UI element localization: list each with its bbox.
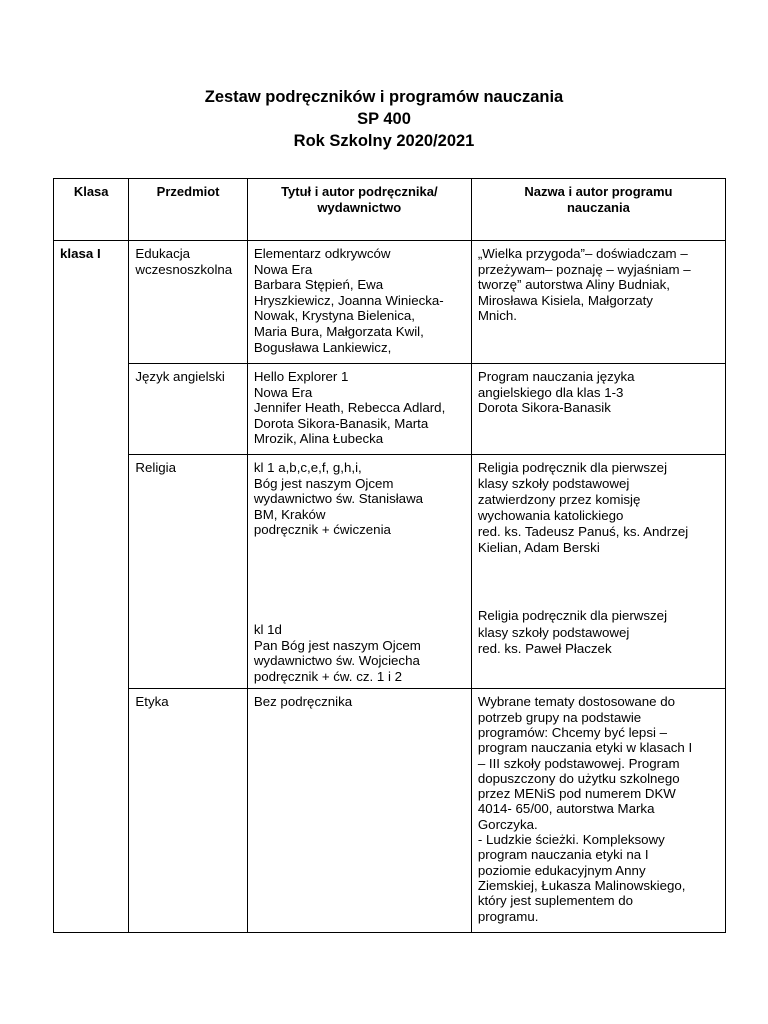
przedmiot-cell [129, 455, 247, 689]
text-line: klasy szkoły podstawowej [477, 624, 630, 640]
header-tytul [247, 179, 471, 241]
text-line: - Ludzkie ścieżki. Kompleksowy [477, 832, 665, 848]
text-line: program nauczania etyki w klasach I [477, 740, 693, 756]
tytul-cell [247, 241, 471, 364]
title-line-2: SP 400 [357, 110, 411, 128]
text-line: red. ks. Paweł Płaczek [477, 641, 612, 656]
spacer [254, 538, 465, 622]
header-przedmiot: Przedmiot [129, 179, 247, 241]
text-line: Gorczyka. [477, 816, 538, 832]
header-klasa: Klasa [54, 179, 129, 241]
tytul-religia-b [254, 622, 465, 684]
header-nazwa-line: Nazwa i autor programu [524, 184, 673, 199]
text-line: Dorota Sikora-Banasik, Marta [253, 415, 429, 431]
table-row-angielski [54, 364, 726, 455]
program-cell [471, 689, 725, 933]
text-line: potrzeb grupy na podstawie [477, 709, 642, 725]
table-header-row [54, 179, 726, 241]
text-line: Jennifer Heath, Rebecca Adlard, [253, 400, 446, 416]
text-line: kl 1d [253, 621, 282, 637]
title-line-1: Zestaw podręczników i programów nauczania [204, 88, 564, 106]
text-line: Mirosława Kisiela, Małgorzaty [477, 292, 653, 308]
text-line: kl 1 a,b,c,e,f, g,h,i, [253, 460, 362, 475]
text-line: klasy szkoły podstawowej [477, 476, 630, 491]
tytul-cell [247, 455, 471, 689]
text-line: Bóg jest naszym Ojcem [253, 475, 394, 491]
text-line: BM, Kraków [253, 506, 326, 522]
table-row-religia [54, 455, 726, 689]
text-line: Program nauczania języka [477, 369, 635, 384]
text-line: Bez podręcznika [253, 694, 353, 710]
spacer [478, 556, 719, 608]
text-line: programu. [477, 908, 539, 924]
text-line: Religia podręcznik dla pierwszej [477, 460, 668, 475]
text-line: który jest suplementem do [477, 893, 634, 909]
text-line: wychowania katolickiego [477, 508, 624, 523]
text-line: podręcznik + ćw. cz. 1 i 2 [253, 668, 403, 684]
text-line: przez MENiS pod numerem DKW [477, 786, 676, 802]
textbook-table [53, 178, 726, 933]
text-line: Religia [135, 460, 177, 475]
text-line: „Wielka przygoda”– doświadczam – [477, 246, 688, 261]
text-line: wydawnictwo św. Stanisława [253, 491, 424, 507]
tytul-cell [247, 689, 471, 933]
text-line: zatwierdzony przez komisję [477, 492, 641, 507]
text-line: 4014- 65/00, autorstwa Marka [477, 801, 655, 817]
text-line: przeżywam– poznaję – wyjaśniam – [477, 261, 691, 277]
text-line: – III szkoły podstawowej. Program [477, 755, 680, 771]
program-cell [471, 241, 725, 364]
tytul-cell [247, 364, 471, 455]
text-line: Dorota Sikora-Banasik [477, 400, 611, 416]
text-line: Nowa Era [253, 384, 313, 400]
text-line: Nowak, Krystyna Bielenica, [253, 308, 415, 324]
text-line: red. ks. Tadeusz Panuś, ks. Andrzej [477, 524, 689, 539]
program-cell [471, 455, 725, 689]
text-line: dopuszczony do użytku szkolnego [477, 770, 680, 786]
table-row-etyka [54, 689, 726, 933]
przedmiot-cell [129, 364, 247, 455]
text-line: Pan Bóg jest naszym Ojcem [253, 637, 421, 653]
header-tytul-line: Tytuł i autor podręcznika/ [281, 184, 438, 199]
program-cell [471, 364, 725, 455]
text-line: tworzę” autorstwa Aliny Budniak, [477, 277, 670, 293]
text-line: Religia podręcznik dla pierwszej [477, 608, 668, 623]
document-title [0, 86, 768, 152]
header-tytul-line: wydawnictwo [317, 200, 402, 215]
przedmiot-cell [129, 689, 247, 933]
text-line: Wybrane tematy dostosowane do [477, 694, 676, 710]
table-row-edukacja [54, 241, 726, 364]
przedmiot-cell [129, 241, 247, 364]
text-line: Hello Explorer 1 [253, 369, 349, 384]
text-line: Barbara Stępień, Ewa [253, 277, 384, 293]
text-line: programów: Chcemy być lepsi – [477, 724, 668, 740]
text-line: Mnich. [477, 308, 517, 324]
text-line: podręcznik + ćwiczenia [253, 522, 391, 538]
title-line-3: Rok Szkolny 2020/2021 [293, 132, 475, 150]
text-line: Nowa Era [253, 261, 313, 277]
text-line: Edukacja [135, 246, 191, 261]
program-religia-a [478, 460, 719, 556]
text-line: Język angielski [135, 369, 225, 384]
text-line: Mrozik, Alina Łubecka [253, 431, 384, 447]
header-nazwa [471, 179, 725, 241]
text-line: Etyka [135, 694, 169, 710]
klasa-cell: klasa I [54, 241, 129, 933]
text-line: angielskiego dla klas 1-3 [477, 384, 624, 400]
text-line: Bogusława Lankiewicz, [253, 339, 392, 355]
text-line: wydawnictwo św. Wojciecha [253, 653, 420, 669]
tytul-religia-a [254, 460, 465, 538]
text-line: poziomie edukacyjnym Anny [477, 862, 646, 878]
program-religia-b [478, 608, 719, 658]
text-line: Kielian, Adam Berski [477, 540, 600, 555]
text-line: wczesnoszkolna [135, 261, 233, 277]
text-line: Maria Bura, Małgorzata Kwil, [253, 323, 424, 339]
text-line: Elementarz odkrywców [253, 246, 391, 261]
header-nazwa-line: nauczania [566, 200, 630, 215]
text-line: program nauczania etyki na I [477, 847, 649, 863]
text-line: Ziemskiej, Łukasza Malinowskiego, [477, 877, 686, 893]
text-line: Hryszkiewicz, Joanna Winiecka- [253, 292, 444, 308]
